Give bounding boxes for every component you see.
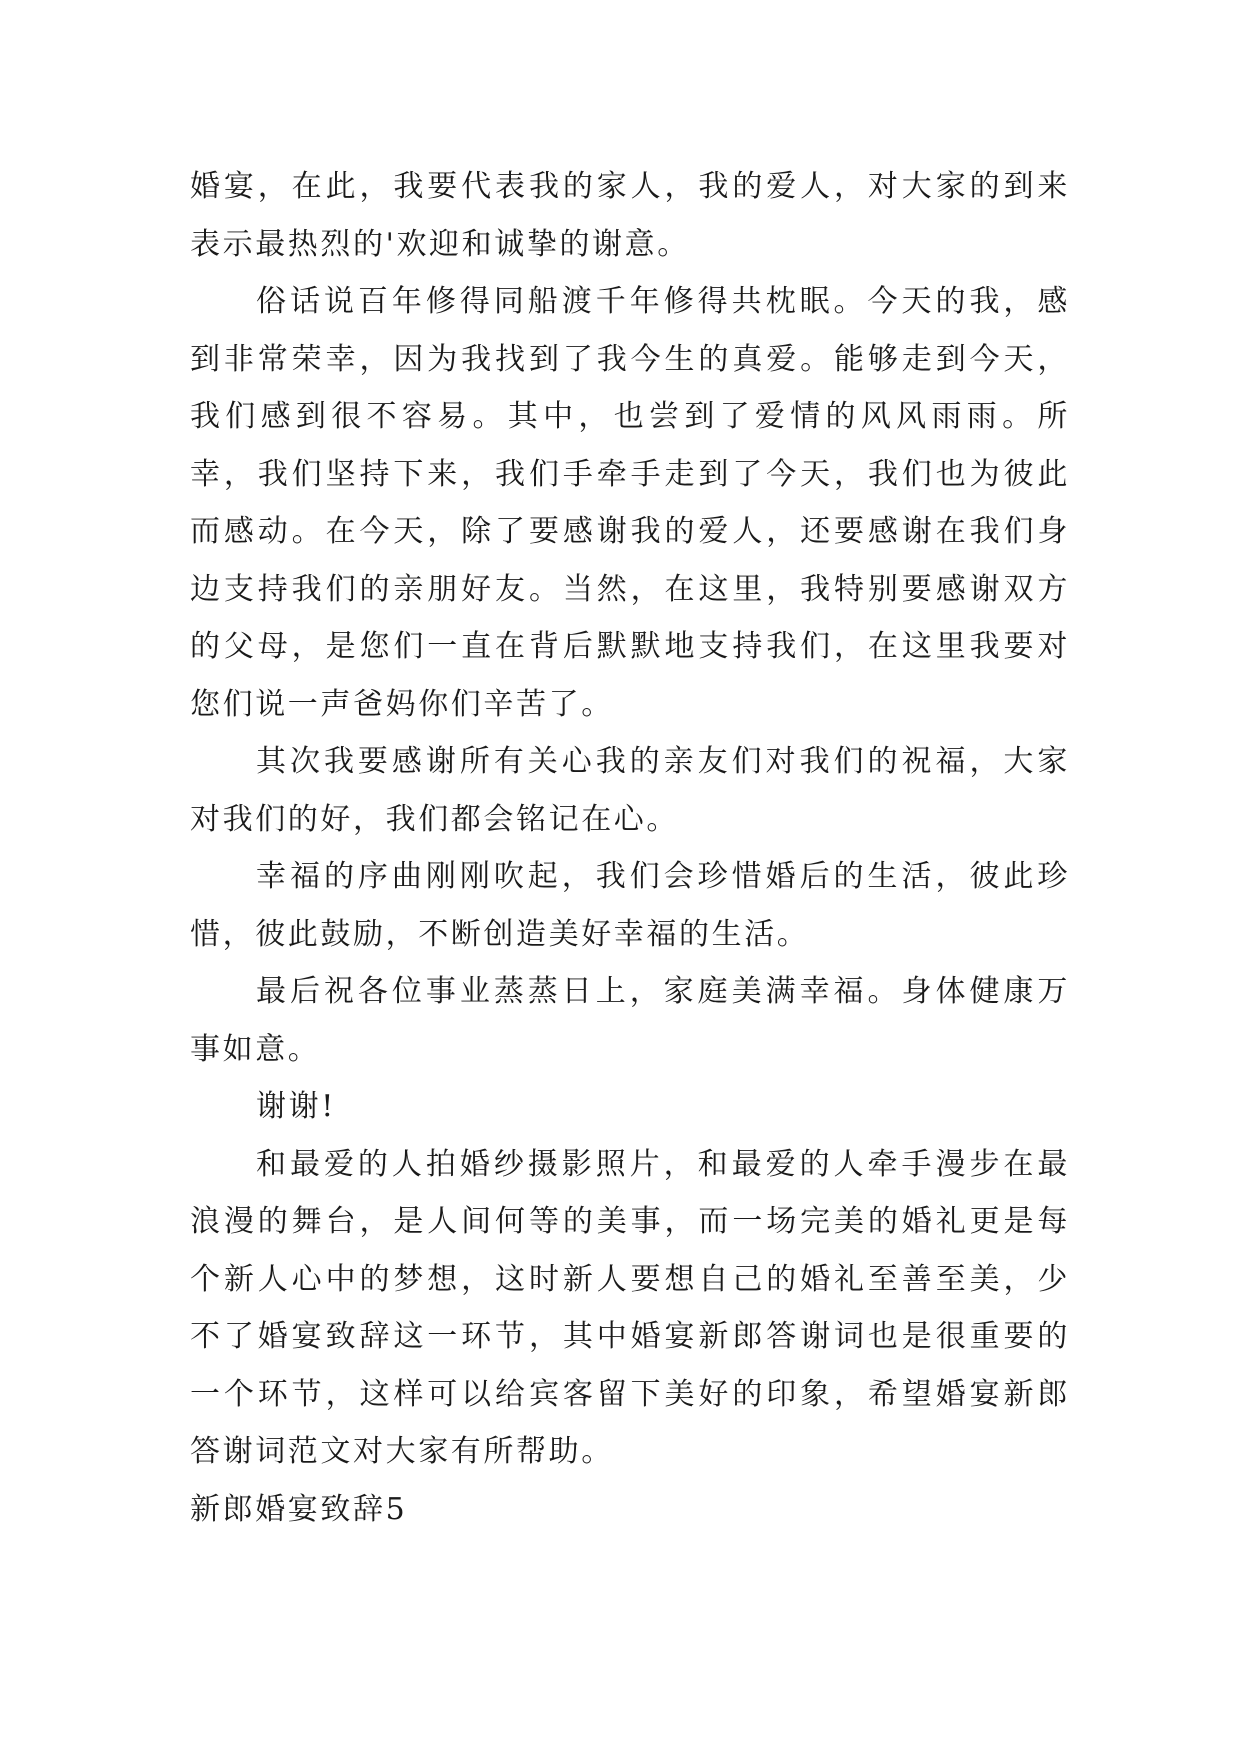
paragraph-intro: 和最爱的人拍婚纱摄影照片，和最爱的人牵手漫步在最浪漫的舞台，是人间何等的美事，而一场完美的婚礼更是每个新人心中的梦想，这时新人要想自己的婚礼至善至美，少不了婚宴致辞这一环节，其中婚宴新郎答谢词也是很重要的一个环节，这样可以给宾客留下美好的印象，希望婚宴新郎答谢词范文对大家有所帮助。 (190, 1146, 1070, 1469)
paragraph-blessing: 最后祝各位事业蒸蒸日上，家庭美满幸福。身体健康万事如意。 (190, 974, 1070, 1067)
paragraph-thanks-friends: 其次我要感谢所有关心我的亲友们对我们的祝福，大家对我们的好，我们都会铭记在心。 (190, 744, 1070, 837)
document-body (190, 158, 1070, 1538)
paragraph-welcome: 婚宴，在此，我要代表我的家人，我的爱人，对大家的到来表示最热烈的'欢迎和诚挚的谢意。 (190, 169, 1070, 262)
section-heading: 新郎婚宴致辞5 (190, 1491, 408, 1527)
paragraph-gratitude: 俗话说百年修得同船渡千年修得共枕眠。今天的我，感到非常荣幸，因为我找到了我今生的真爱。能够走到今天，我们感到很不容易。其中，也尝到了爱情的风风雨雨。所幸，我们坚持下来，我们手牵手走到了今天，我们也为彼此而感动。在今天，除了要感谢我的爱人，还要感谢在我们身边支持我们的亲朋好友。当然，在这里，我特别要感谢双方的父母，是您们一直在背后默默地支持我们，在这里我要对您们说一声爸妈你们辛苦了。 (190, 284, 1070, 722)
paragraph-future: 幸福的序曲刚刚吹起，我们会珍惜婚后的生活，彼此珍惜，彼此鼓励，不断创造美好幸福的生活。 (190, 859, 1070, 952)
paragraph-thank-you: 谢谢! (256, 1089, 336, 1124)
